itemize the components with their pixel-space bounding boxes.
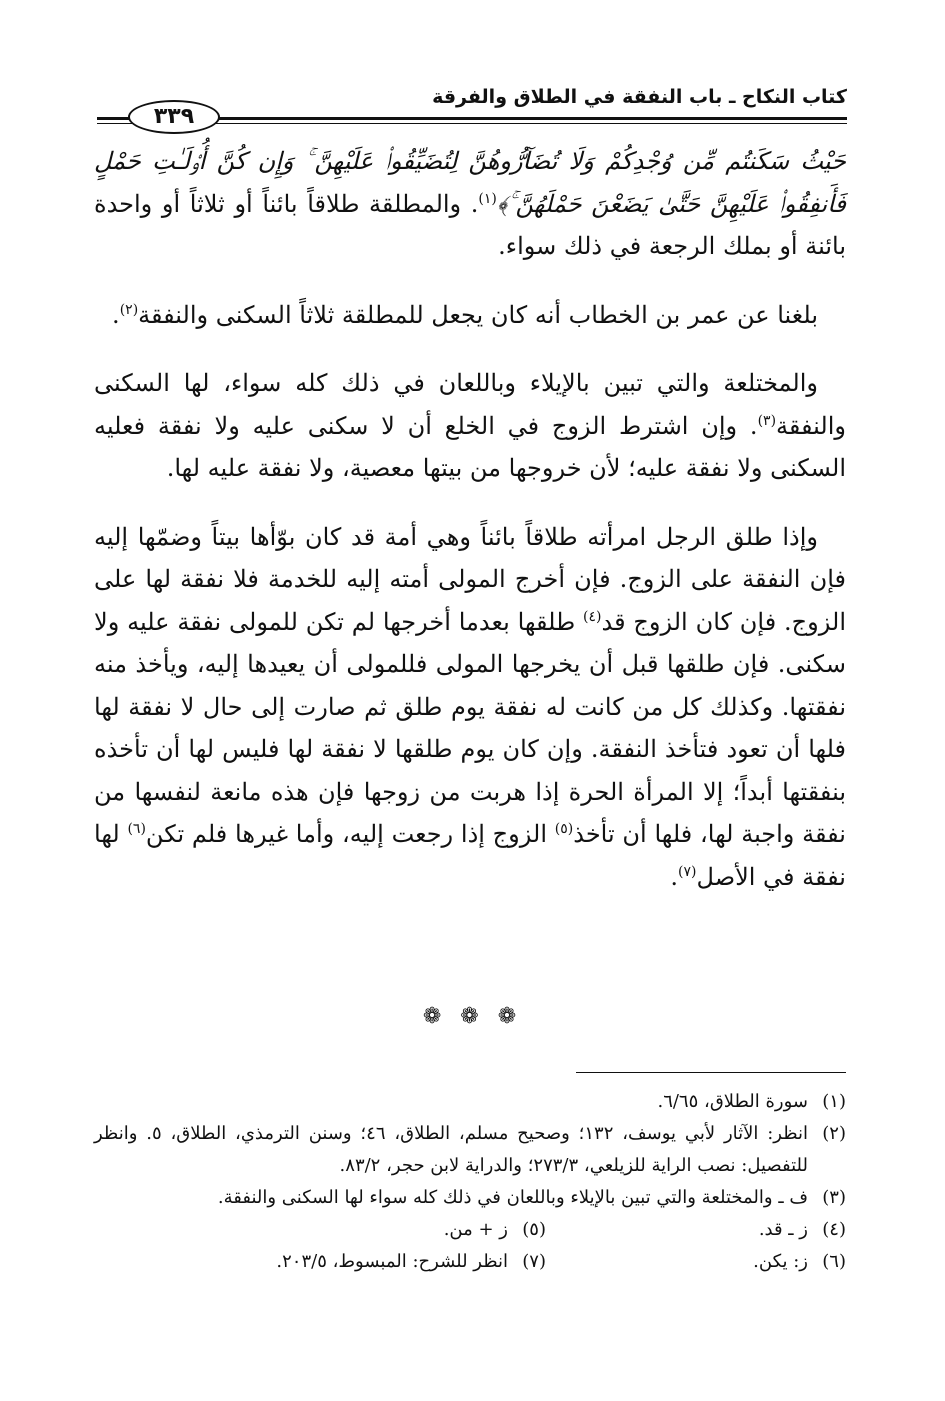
main-text [94, 140, 846, 898]
footnote-number: (١) [822, 1091, 846, 1112]
footnote-text: ز: يكن. [753, 1251, 808, 1272]
footnote-4 [546, 1214, 846, 1246]
paragraph-2 [94, 294, 846, 337]
paragraph-1 [94, 140, 846, 268]
footnote-row-6-7 [94, 1246, 846, 1278]
footnote-text: سورة الطلاق، ٦/٦٥. [657, 1091, 808, 1112]
footnote-ref-3[interactable]: (٣) [757, 412, 777, 429]
footnote-ref-1[interactable]: (١) [478, 190, 497, 207]
footnote-text: ز + من. [443, 1219, 508, 1240]
paragraph-4-end: . [670, 862, 679, 891]
section-separator: ❁ ❁ ❁ [422, 1004, 523, 1029]
footnote-number: (٧) [522, 1251, 546, 1272]
footnote-text: ف ـ والمختلعة والتي تبين بالإيلاء وباللعان في ذلك كله سواء لها السكنى والنفقة. [217, 1187, 808, 1208]
footnote-2 [94, 1118, 846, 1182]
paragraph-3 [94, 362, 846, 490]
page-number: ٣٣٩ [128, 100, 220, 134]
footnote-number: (٦) [822, 1251, 846, 1272]
paragraph-2-end: . [112, 300, 120, 329]
paragraph-2-text: بلغنا عن عمر بن الخطاب أنه كان يجعل للمطلقة ثلاثاً السكنى والنفقة [138, 300, 818, 329]
footnote-6 [546, 1246, 846, 1278]
footnote-ref-4[interactable]: (٤) [583, 608, 602, 625]
footnote-ref-5[interactable]: (٥) [554, 821, 574, 837]
footnote-row-4-5 [94, 1214, 846, 1246]
footnote-number: (٢) [822, 1123, 846, 1144]
footnotes [94, 1086, 846, 1278]
footnote-text: انظر: الآثار لأبي يوسف، ١٣٢؛ وصحيح مسلم، الطلاق، ٤٦؛ وسنن الترمذي، الطلاق، ٥. وانظر للتفصيل: نصب الراية للزيلعي، ٢٧٣/٣؛ والدراية لابن حجر، ٨٣/٢. [94, 1123, 809, 1176]
paragraph-3-text-b: . وإن اشترط الزوج في الخلع أن لا سكنى عليه ولا نفقة فعليه السكنى ولا نفقة عليه؛ لأن خروجها من بيتها معصية، ولا نفقة عليه لها. [94, 411, 846, 482]
paragraph-4-text-b: طلقها بعدما أخرجها لم تكن للمولى نفقة عليه ولا سكنى. فإن طلقها قبل أن يخرجها المولى فللمولى أن يعيدها إليه، ويأخذ منه نفقتها. وكذلك كل من كانت له نفقة يوم طلق ثم صارت إلى حال لا نفقة لها فلها أن تعود فتأخذ النفقة. وإن كان يوم طلقها لا نفقة لها فليس لها أن تأخذه بنفقتها أبداً؛ إلا المرأة الحرة إذا هربت من زوجها فإن هذه مانعة لنفسها من نفقة واجبة لها، فلها أن تأخذ [94, 607, 846, 848]
footnote-number: (٥) [522, 1219, 546, 1240]
footnote-number: (٣) [822, 1187, 846, 1208]
footnote-5 [246, 1214, 546, 1246]
footnote-text: ز ـ قد. [758, 1219, 808, 1240]
quran-verse: حَيْثُ سَكَنتُم مِّن وُجْدِكُمْ وَلَا تُضَآرُّوهُنَّ لِتُضَيِّقُوا۟ عَلَيْهِنَّ ۚ وَإِن كُنَّ أُو۟لَـٰتِ حَمْلٍ فَأَنفِقُوا۟ عَلَيْهِنَّ حَتَّىٰ يَضَعْنَ حَمْلَهُنَّ ۚ﴾ [94, 147, 846, 218]
paragraph-4 [94, 516, 846, 899]
footnote-ref-7[interactable]: (٧) [678, 863, 697, 880]
footnote-rule [576, 1072, 846, 1073]
paragraph-1-text: . والمطلقة طلاقاً بائناً أو ثلاثاً أو واحدة بائنة أو بملك الرجعة في ذلك سواء. [94, 189, 846, 260]
footnote-ref-2[interactable]: (٢) [119, 301, 139, 318]
footnote-3 [94, 1182, 846, 1214]
paragraph-4-text-c: الزوج إذا رجعت إليه، وأما غيرها فلم تكن [145, 820, 555, 848]
paragraph-4-text-a: وإذا طلق الرجل امرأته طلاقاً بائناً وهي أمة قد كان بوّأها بيتاً وضمّها إليه فإن النفقة على الزوج. فإن أخرج المولى أمته إليه للخدمة فلا نفقة لها على الزوج. فإن كان الزوج قد [94, 522, 847, 636]
footnote-7 [246, 1246, 546, 1278]
running-head: كتاب النكاح ـ باب النفقة في الطلاق والفرقة [432, 86, 847, 108]
footnote-ref-6[interactable]: (٦) [127, 821, 146, 837]
footnote-1 [94, 1086, 846, 1118]
footnote-number: (٤) [822, 1219, 846, 1240]
paragraph-4-text-d: لها نفقة في الأصل [94, 820, 846, 891]
footnote-text: انظر للشرح: المبسوط، ٢٠٣/٥. [276, 1251, 508, 1272]
paragraph-3-text-a: والمختلعة والتي تبين بالإيلاء وباللعان في ذلك كله سواء، لها السكنى والنفقة [94, 369, 846, 440]
